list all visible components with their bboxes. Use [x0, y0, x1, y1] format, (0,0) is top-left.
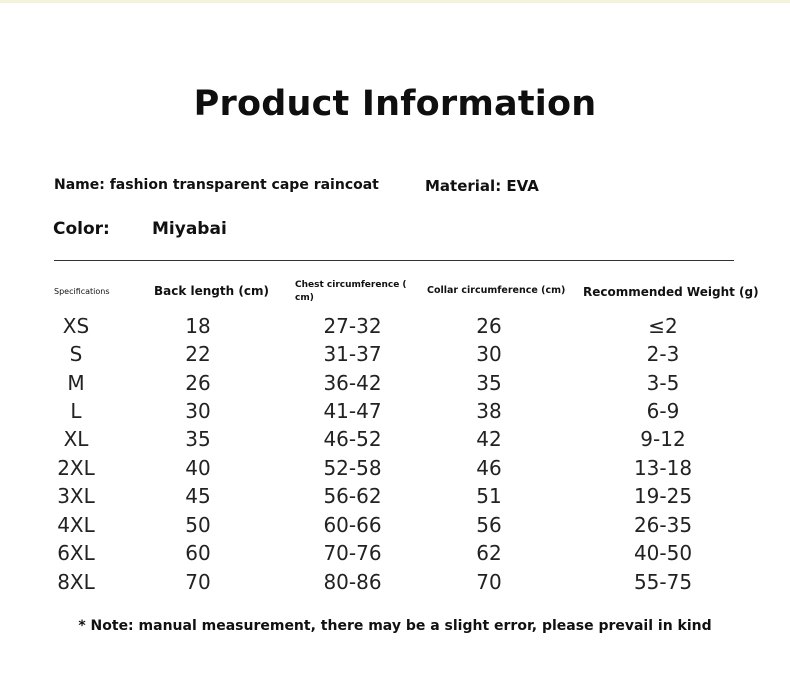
recommended-weight-cell: 26-35 — [633, 513, 693, 537]
chest-circumference-cell: 70-76 — [323, 541, 382, 565]
back-length-cell: 60 — [185, 541, 211, 565]
size-cell: S — [69, 342, 83, 366]
back-length-cell: 70 — [185, 570, 211, 594]
back-length-cell: 35 — [185, 427, 211, 451]
recommended-weight-cell: 19-25 — [633, 484, 693, 508]
collar-circumference-cell: 38 — [476, 399, 502, 423]
collar-circumference-cell: 30 — [476, 342, 502, 366]
top-accent-line — [0, 0, 790, 3]
collar-circumference-cell: 26 — [476, 314, 502, 338]
recommended-weight-cell: ≤2 — [648, 314, 678, 338]
recommended-weight-cell: 3-5 — [646, 371, 680, 395]
collar-circumference-cell: 42 — [476, 427, 502, 451]
collar-circumference-cell: 51 — [476, 484, 502, 508]
product-material: Material: EVA — [425, 177, 539, 195]
back-length-cell: 18 — [185, 314, 211, 338]
back-length-cell: 45 — [185, 484, 211, 508]
header-collar-circumference: Collar circumference (cm) — [427, 285, 566, 296]
color-label: Color: — [53, 219, 110, 239]
recommended-weight-cell: 9-12 — [640, 427, 686, 451]
collar-circumference-cell: 35 — [476, 371, 502, 395]
back-length-cell: 40 — [185, 456, 211, 480]
size-cell: L — [70, 399, 82, 423]
page-title: Product Information — [193, 84, 597, 124]
table-row — [0, 427, 790, 456]
chest-circumference-cell: 41-47 — [323, 399, 382, 423]
chest-circumference-cell: 27-32 — [323, 314, 382, 338]
chest-circumference-cell: 56-62 — [323, 484, 382, 508]
size-cell: 8XL — [57, 570, 95, 594]
header-specifications: Specifications — [54, 287, 110, 296]
chest-circumference-cell: 80-86 — [323, 570, 382, 594]
chest-circumference-cell: 36-42 — [323, 371, 382, 395]
back-length-cell: 50 — [185, 513, 211, 537]
table-row — [0, 570, 790, 599]
measurement-note: * Note: manual measurement, there may be a slight error, please prevail in kind — [78, 618, 712, 634]
table-row — [0, 342, 790, 371]
chest-circumference-cell: 60-66 — [323, 513, 382, 537]
header-recommended-weight: Recommended Weight (g) — [583, 285, 759, 299]
collar-circumference-cell: 46 — [476, 456, 502, 480]
back-length-cell: 22 — [185, 342, 211, 366]
table-row — [0, 314, 790, 343]
recommended-weight-cell: 55-75 — [633, 570, 693, 594]
size-cell: 4XL — [57, 513, 95, 537]
table-row — [0, 399, 790, 428]
size-cell: 3XL — [57, 484, 95, 508]
table-row — [0, 513, 790, 542]
back-length-cell: 26 — [185, 371, 211, 395]
recommended-weight-cell: 13-18 — [633, 456, 693, 480]
collar-circumference-cell: 56 — [476, 513, 502, 537]
back-length-cell: 30 — [185, 399, 211, 423]
product-name: Name: fashion transparent cape raincoat — [54, 177, 379, 193]
header-back-length: Back length (cm) — [154, 284, 269, 298]
chest-circumference-cell: 31-37 — [323, 342, 382, 366]
section-divider — [54, 260, 734, 261]
header-chest-circumference: Chest circumference ( cm) — [295, 280, 407, 303]
table-row — [0, 371, 790, 400]
table-row — [0, 484, 790, 513]
recommended-weight-cell: 40-50 — [633, 541, 693, 565]
size-cell: M — [67, 371, 85, 395]
table-row — [0, 456, 790, 485]
size-cell: XS — [62, 314, 90, 338]
chest-circumference-cell: 46-52 — [323, 427, 382, 451]
table-row — [0, 541, 790, 570]
size-cell: 2XL — [57, 456, 95, 480]
color-value: Miyabai — [152, 219, 227, 239]
collar-circumference-cell: 62 — [476, 541, 502, 565]
size-cell: 6XL — [57, 541, 95, 565]
chest-circumference-cell: 52-58 — [323, 456, 382, 480]
collar-circumference-cell: 70 — [476, 570, 502, 594]
recommended-weight-cell: 6-9 — [646, 399, 680, 423]
recommended-weight-cell: 2-3 — [646, 342, 680, 366]
size-cell: XL — [63, 427, 89, 451]
